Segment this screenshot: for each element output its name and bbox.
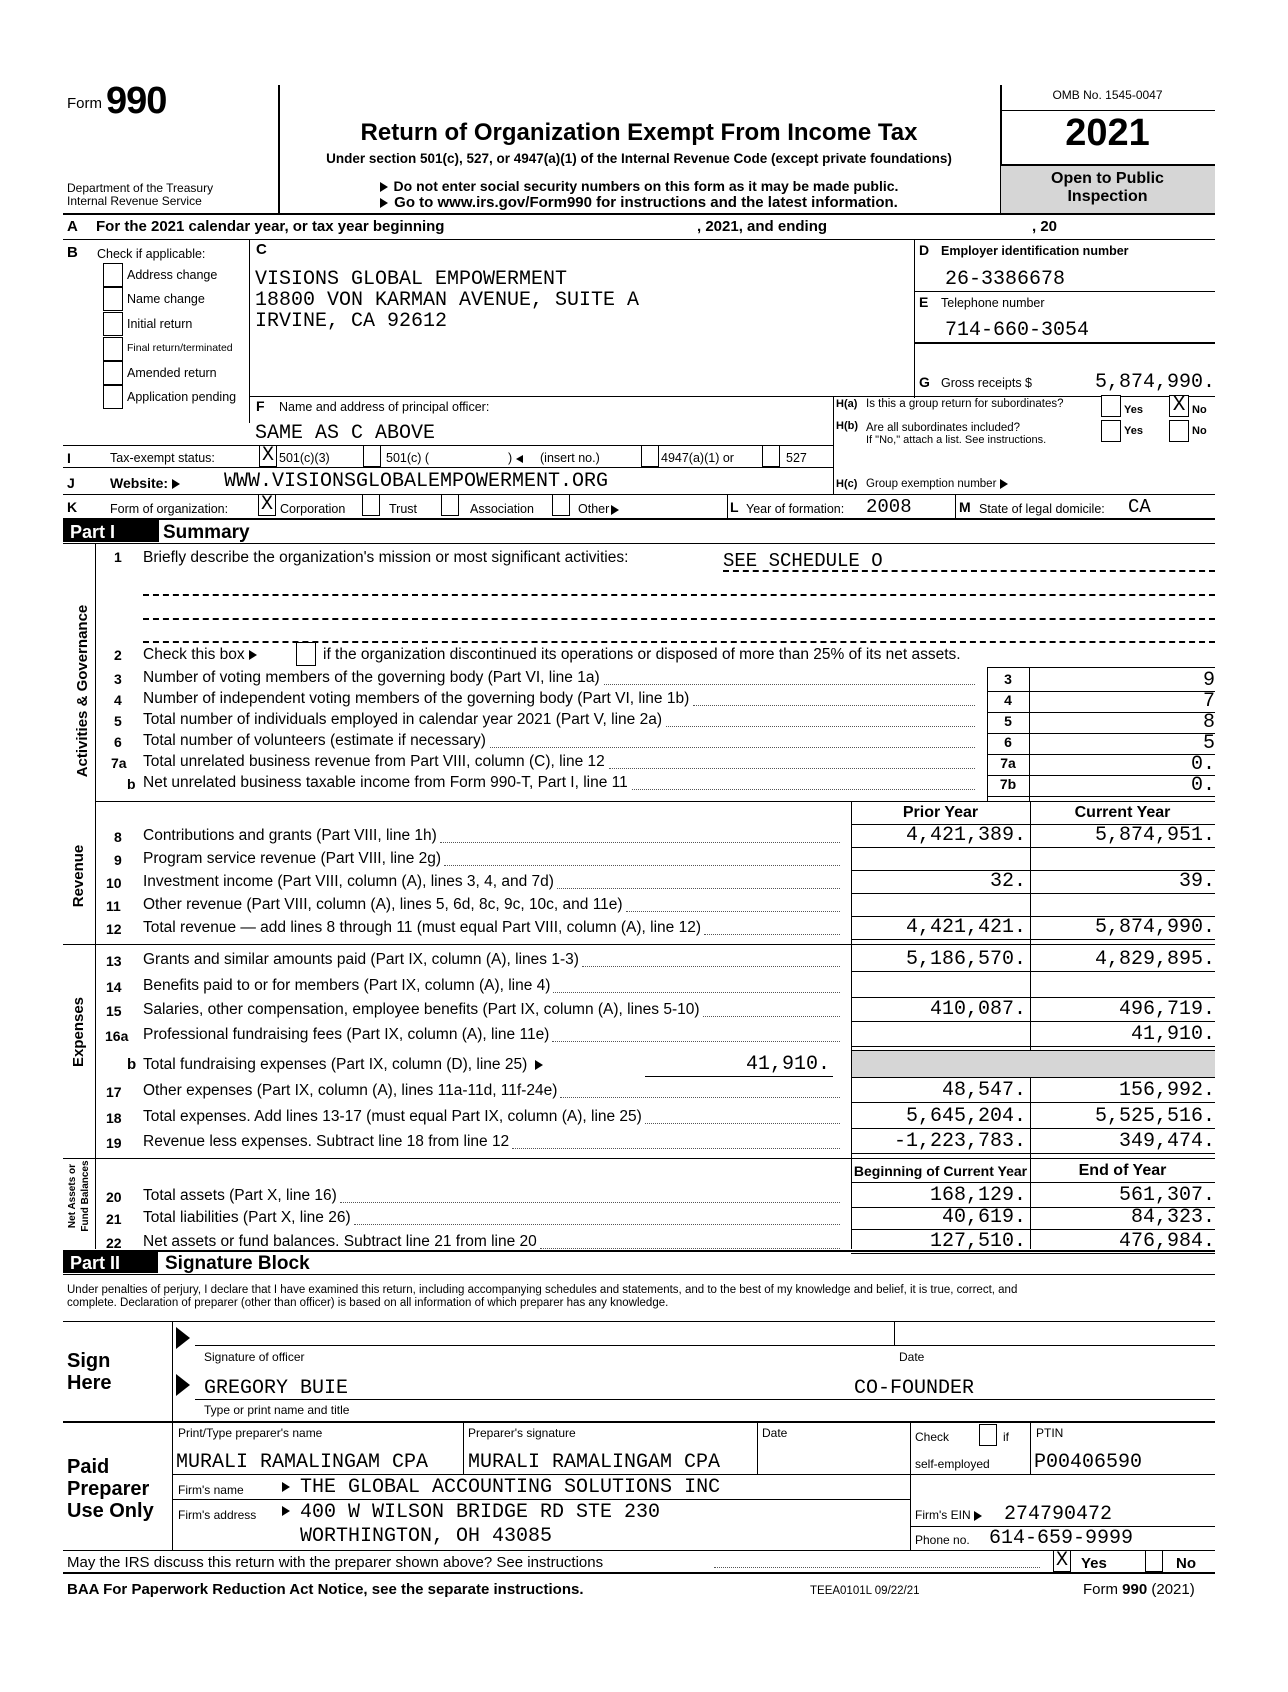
line-m-letter: M <box>959 499 971 515</box>
line-j-letter: J <box>67 475 75 491</box>
prior-year-value: 168,129. <box>929 1184 1026 1207</box>
instruction-ssn: Do not enter social security numbers on this form as it may be made public. <box>278 179 1000 193</box>
row-divider <box>851 893 1215 894</box>
dept-line-1: Department of the Treasury <box>67 181 214 195</box>
line-k-letter: K <box>67 499 78 515</box>
row-divider <box>851 1153 1215 1154</box>
prior-year-value: 410,087. <box>929 998 1026 1021</box>
line-number: 15 <box>106 1003 122 1019</box>
ha-yes-label: Yes <box>1124 404 1143 416</box>
discuss-no-label: No <box>1176 1555 1196 1572</box>
side-label-expenses: Expenses <box>70 996 87 1068</box>
firm-ein: 274790472 <box>1004 1503 1113 1526</box>
irs-discuss-text: May the IRS discuss this return with the preparer shown above? See instructions <box>67 1554 604 1571</box>
applicable-checkbox[interactable] <box>103 385 123 409</box>
dot-leader <box>703 1016 840 1017</box>
current-year-value: 84,323. <box>1130 1206 1215 1229</box>
officer-name: GREGORY BUIE <box>204 1377 349 1400</box>
form-code: TEEA0101L 09/22/21 <box>810 1585 920 1597</box>
section-b-title: Check if applicable: <box>97 247 206 261</box>
line-number: 6 <box>114 734 122 750</box>
hb-code: H(b) <box>836 420 858 432</box>
line-value: 0. <box>1190 753 1215 776</box>
firm-name: THE GLOBAL ACCOUNTING SOLUTIONS INC <box>300 1476 721 1499</box>
section-b-letter: B <box>67 244 78 261</box>
line-text: Net assets or fund balances. Subtract line 21 from line 20 <box>143 1233 537 1250</box>
officer-date-label: Date <box>899 1350 925 1364</box>
principal-officer-value: SAME AS C ABOVE <box>255 422 436 445</box>
dot-leader <box>604 684 975 685</box>
line-text: Grants and similar amounts paid (Part IX, column (A), lines 1-3) <box>143 951 579 968</box>
dot-leader <box>560 1097 840 1098</box>
status-501c3-label: 501(c)(3) <box>279 451 330 465</box>
line-number: 16a <box>105 1028 129 1044</box>
line-box-label: 6 <box>1004 734 1012 750</box>
line-number: 20 <box>106 1189 122 1205</box>
gross-receipts-value: 5,874,990. <box>1094 371 1215 394</box>
dot-leader <box>354 1224 840 1225</box>
applicable-label: Application pending <box>127 390 237 404</box>
row-divider <box>851 1021 1215 1022</box>
row-divider <box>851 1128 1215 1129</box>
instruction-website: Go to www.irs.gov/Form990 for instructions and the latest information. <box>278 195 1000 210</box>
tax-year: 2021 <box>1065 112 1150 154</box>
preparer-signature-label: Preparer's signature <box>468 1426 576 1440</box>
prior-year-value: 40,619. <box>941 1206 1026 1229</box>
inspection: Inspection <box>1067 188 1148 205</box>
line-text: Total assets (Part X, line 16) <box>143 1187 337 1204</box>
line-number: 3 <box>114 671 122 687</box>
applicable-label: Final return/terminated <box>127 342 233 354</box>
col-end-year: End of Year <box>1078 1162 1167 1179</box>
ha-yes-checkbox[interactable] <box>1101 395 1121 417</box>
line-text: Total expenses. Add lines 13-17 (must equal Part IX, column (A), line 25) <box>143 1108 642 1125</box>
col-beginning-year: Beginning of Current Year <box>853 1163 1028 1179</box>
line-value: 0. <box>1190 774 1215 797</box>
status-501c-checkbox[interactable] <box>363 445 381 467</box>
discuss-no-checkbox[interactable] <box>1145 1550 1163 1572</box>
ha-no-label: No <box>1192 404 1207 416</box>
current-year-value: 496,719. <box>1118 998 1215 1021</box>
line-text: Salaries, other compensation, employee benefits (Part IX, column (A), lines 5-10) <box>143 1001 700 1018</box>
trust-label: Trust <box>389 502 418 516</box>
line-a-letter: A <box>67 218 78 235</box>
mission-value: SEE SCHEDULE O <box>723 550 883 572</box>
hc-code: H(c) <box>836 478 858 490</box>
line-value: 8 <box>1202 711 1215 734</box>
hb-yes-label: Yes <box>1124 425 1143 437</box>
line-1-text: Briefly describe the organization's mission or most significant activities: <box>143 549 629 566</box>
line-value: 9 <box>1202 669 1215 692</box>
line-box-label: 7a <box>1000 755 1016 771</box>
line-value: 7 <box>1202 690 1215 713</box>
dot-leader <box>557 888 840 889</box>
applicable-label: Initial return <box>127 317 193 331</box>
line-text: Program service revenue (Part VIII, line 2g) <box>143 850 442 867</box>
dot-leader <box>582 966 840 967</box>
dot-leader <box>632 789 975 790</box>
line-number: b <box>127 776 136 792</box>
current-year-value: 39. <box>1178 870 1215 893</box>
line-number: 8 <box>114 829 122 845</box>
preparer-ptin: P00406590 <box>1034 1451 1143 1474</box>
dot-leader <box>645 1123 840 1124</box>
firm-address-2: WORTHINGTON, OH 43085 <box>300 1525 553 1548</box>
hb-yes-checkbox[interactable] <box>1101 420 1121 442</box>
discuss-yes-label: Yes <box>1081 1555 1107 1572</box>
ein-label: Employer identification number <box>941 244 1129 258</box>
section-e-letter: E <box>919 294 929 310</box>
line-number: 11 <box>106 898 121 914</box>
prior-year-value: 4,421,421. <box>905 916 1026 939</box>
tax-exempt-label: Tax-exempt status: <box>110 451 215 465</box>
line-number: 14 <box>106 979 122 995</box>
state-domicile-value: CA <box>1128 496 1151 518</box>
line-l-letter: L <box>730 499 739 515</box>
prior-year-value: 48,547. <box>941 1079 1026 1102</box>
col-prior-year: Prior Year <box>902 804 979 821</box>
line-text: Number of independent voting members of the governing body (Part VI, line 1b) <box>143 690 690 707</box>
paid-preparer-3: Use Only <box>67 1500 154 1522</box>
principal-officer-label: Name and address of principal officer: <box>279 400 490 414</box>
line-number: 10 <box>106 875 122 891</box>
status-4947-label: 4947(a)(1) or <box>661 451 734 465</box>
hc-text: Group exemption number <box>866 479 1008 491</box>
dept-line-2: Internal Revenue Service <box>67 194 202 208</box>
line-number: 13 <box>106 953 122 969</box>
line-text: Total number of volunteers (estimate if necessary) <box>143 732 486 749</box>
dot-leader <box>693 705 975 706</box>
row-divider <box>851 1102 1215 1103</box>
association-checkbox[interactable] <box>441 494 459 516</box>
side-label-governance: Activities & Governance <box>74 604 91 778</box>
line-text: Total liabilities (Part X, line 26) <box>143 1209 351 1226</box>
org-address-1: 18800 VON KARMAN AVENUE, SUITE A <box>255 289 640 312</box>
line-text: Total number of individuals employed in calendar year 2021 (Part V, line 2a) <box>143 711 662 728</box>
line-2-text-a: Check this box <box>143 647 257 663</box>
firm-phone-label: Phone no. <box>915 1533 970 1547</box>
line-i-letter: I <box>67 450 71 466</box>
dot-leader <box>553 992 840 993</box>
prior-year-value: 127,510. <box>929 1230 1026 1253</box>
line-number: 21 <box>106 1211 122 1227</box>
dot-leader <box>340 1202 840 1203</box>
prior-year-value: 32. <box>989 870 1026 893</box>
row-divider <box>851 847 1215 848</box>
gross-receipts-label: Gross receipts $ <box>941 376 1033 390</box>
prior-year-value: 5,186,570. <box>905 948 1026 971</box>
applicable-checkbox[interactable] <box>103 263 123 287</box>
hb-note: If "No," attach a list. See instructions. <box>866 434 1047 446</box>
col-current-year: Current Year <box>1074 804 1171 821</box>
current-year-value: 156,992. <box>1118 1079 1215 1102</box>
org-address-2: IRVINE, CA 92612 <box>255 310 448 333</box>
trust-checkbox[interactable] <box>362 494 380 516</box>
side-label-revenue: Revenue <box>70 844 87 908</box>
section-d-letter: D <box>919 242 930 258</box>
line-number: 4 <box>114 692 122 708</box>
line-number: 17 <box>106 1084 122 1100</box>
dot-leader <box>444 865 840 866</box>
line-text: Contributions and grants (Part VIII, line 1h) <box>143 827 437 844</box>
officer-title: CO-FOUNDER <box>854 1377 975 1400</box>
hb-text: Are all subordinates included? <box>866 422 1021 434</box>
form-reference: Form 990 (2021) <box>1083 1581 1195 1598</box>
line-16b-text: Total fundraising expenses (Part IX, column (D), line 25) <box>143 1057 543 1073</box>
phone-label: Telephone number <box>941 296 1045 310</box>
line-text: Investment income (Part VIII, column (A), lines 3, 4, and 7d) <box>143 873 554 890</box>
dot-leader <box>512 1148 840 1149</box>
penalty-text-1: Under penalties of perjury, I declare that I have examined this return, including accompanying schedules and statements, and to the best of my knowledge and belief, it is true, correct, and <box>67 1284 1018 1296</box>
current-year-value: 476,984. <box>1118 1230 1215 1253</box>
discontinued-checkbox[interactable] <box>296 642 316 666</box>
self-employed-label: self-employed <box>915 1457 990 1471</box>
org-name: VISIONS GLOBAL EMPOWERMENT <box>255 268 568 291</box>
line-2-num: 2 <box>114 647 122 663</box>
penalty-text-2: complete. Declaration of preparer (other than officer) is based on all information of which preparer has any knowledge. <box>67 1297 669 1309</box>
current-year-value: 349,474. <box>1118 1130 1215 1153</box>
row-divider <box>851 1253 1215 1254</box>
current-year-value: 5,874,990. <box>1094 916 1215 939</box>
current-year-value: 4,829,895. <box>1094 948 1215 971</box>
section-f-letter: F <box>256 398 265 414</box>
side-label-net-1: Net Assets or <box>67 1163 78 1229</box>
form-of-org-label: Form of organization: <box>110 502 229 516</box>
applicable-label: Name change <box>127 292 205 306</box>
current-year-value: 41,910. <box>1130 1023 1215 1046</box>
part-1-tag: Part I <box>70 522 116 542</box>
current-year-value: 5,874,951. <box>1094 824 1215 847</box>
website-value[interactable]: WWW.VISIONSGLOBALEMPOWERMENT.ORG <box>224 470 609 493</box>
dot-leader <box>609 768 975 769</box>
ha-text: Is this a group return for subordinates? <box>866 398 1064 410</box>
row-divider <box>851 971 1215 972</box>
insert-no-label: (insert no.) <box>540 451 600 465</box>
line-box-label: 7b <box>999 776 1017 792</box>
prior-year-value: -1,223,783. <box>893 1130 1026 1153</box>
preparer-name-label: Print/Type preparer's name <box>178 1426 323 1440</box>
corporation-label: Corporation <box>280 502 346 516</box>
line-text: Other expenses (Part IX, column (A), lines 11a-11d, 11f-24e) <box>143 1082 558 1099</box>
line-text: Total unrelated business revenue from Part VIII, column (C), line 12 <box>143 753 605 770</box>
dot-leader <box>440 842 840 843</box>
part-1-title: Summary <box>163 522 250 543</box>
line-1-num: 1 <box>114 549 122 565</box>
ein-value: 26-3386678 <box>945 268 1066 291</box>
line-16b-value: 41,910. <box>745 1053 830 1076</box>
applicable-label: Address change <box>127 268 218 282</box>
open-to-public: Open to Public <box>1051 170 1164 187</box>
line-text: Other revenue (Part VIII, column (A), lines 5, 6d, 8c, 9c, 10c, and 11e) <box>143 896 623 913</box>
row-divider <box>851 939 1215 940</box>
association-label: Association <box>470 502 534 516</box>
form-subtitle: Under section 501(c), 527, or 4947(a)(1) of the Internal Revenue Code (except private foundations) <box>326 151 952 166</box>
dot-leader <box>552 1041 840 1042</box>
row-divider <box>851 1046 1215 1047</box>
dot-leader <box>626 911 840 912</box>
row-divider <box>851 870 1215 871</box>
applicable-checkbox[interactable] <box>103 361 123 385</box>
prior-year-value: 5,645,204. <box>905 1105 1026 1128</box>
current-year-value: 561,307. <box>1118 1184 1215 1207</box>
line-number: 12 <box>106 921 122 937</box>
firm-address-label: Firm's address <box>178 1508 257 1522</box>
line-text: Revenue less expenses. Subtract line 18 from line 12 <box>143 1133 510 1150</box>
applicable-label: Amended return <box>127 366 217 380</box>
dot-leader <box>704 934 840 935</box>
line-box-label: 4 <box>1004 692 1012 708</box>
status-501c3-checkbox[interactable]: X <box>259 445 277 467</box>
line-text: Benefits paid to or for members (Part IX, column (A), line 4) <box>143 977 551 994</box>
row-divider <box>987 796 1215 797</box>
side-label-net-2: Fund Balances <box>80 1160 91 1232</box>
sign-here-2: Here <box>67 1372 112 1394</box>
line-number: 9 <box>114 852 122 868</box>
section-g-letter: G <box>919 374 930 390</box>
line-text: Net unrelated business taxable income from Form 990-T, Part I, line 11 <box>143 774 628 791</box>
line-a-end: , 20 <box>1032 218 1058 235</box>
current-year-value: 5,525,516. <box>1094 1105 1215 1128</box>
website-label: Website: <box>110 476 180 490</box>
firm-name-label: Firm's name <box>178 1483 244 1497</box>
status-527-checkbox[interactable] <box>762 445 780 467</box>
omb-number: OMB No. 1545-0047 <box>1052 88 1163 102</box>
line-text: Number of voting members of the governing body (Part VI, line 1a) <box>143 669 600 686</box>
self-employed-checkbox[interactable] <box>979 1424 997 1446</box>
line-box-label: 5 <box>1004 713 1012 729</box>
line-value: 5 <box>1202 732 1215 755</box>
year-formation-label: Year of formation: <box>746 502 845 516</box>
hb-no-label: No <box>1192 425 1207 437</box>
ha-no-checkbox[interactable]: X <box>1169 395 1189 417</box>
form-title: Return of Organization Exempt From Income Tax <box>360 119 918 146</box>
applicable-checkbox[interactable] <box>103 287 123 311</box>
type-name-label: Type or print name and title <box>204 1403 350 1417</box>
line-2-text-b: if the organization discontinued its operations or disposed of more than 25% of its net assets. <box>323 646 961 663</box>
part-2-title: Signature Block <box>165 1253 310 1274</box>
form-number: 990 <box>106 80 167 122</box>
applicable-checkbox[interactable] <box>103 337 123 361</box>
state-domicile-label: State of legal domicile: <box>979 502 1105 516</box>
ha-code: H(a) <box>836 398 858 410</box>
phone-value: 714-660-3054 <box>945 319 1090 342</box>
status-4947-checkbox[interactable] <box>641 445 659 467</box>
dot-leader <box>540 1248 840 1249</box>
dot-leader <box>666 726 975 727</box>
section-c-letter: C <box>256 241 267 258</box>
firm-phone: 614-659-9999 <box>989 1527 1134 1550</box>
status-501c-label: 501(c) ( <box>386 451 430 465</box>
line-a-mid: , 2021, and ending <box>697 218 828 235</box>
line-number: 22 <box>106 1235 122 1251</box>
line-box-label: 3 <box>1004 671 1012 687</box>
firm-address-1: 400 W WILSON BRIDGE RD STE 230 <box>300 1501 661 1524</box>
corporation-checkbox[interactable]: X <box>258 494 276 516</box>
line-text: Total revenue — add lines 8 through 11 (must equal Part VIII, column (A), line 12) <box>143 919 701 936</box>
line-number: 19 <box>106 1135 122 1151</box>
form-label: Form <box>67 95 102 112</box>
status-527-label: 527 <box>786 451 807 465</box>
line-number: 7a <box>111 755 127 771</box>
paid-preparer-1: Paid <box>67 1456 110 1478</box>
line-number: 5 <box>114 713 122 729</box>
dot-leader <box>490 747 975 748</box>
baa-notice: BAA For Paperwork Reduction Act Notice, see the separate instructions. <box>67 1581 584 1598</box>
preparer-date-label: Date <box>762 1426 788 1440</box>
officer-signature-label: Signature of officer <box>204 1350 305 1364</box>
year-formation-value: 2008 <box>866 496 912 518</box>
sign-here-1: Sign <box>67 1350 111 1372</box>
firm-ein-label: Firm's EIN <box>915 1509 982 1521</box>
if-label: if <box>1003 1430 1009 1444</box>
applicable-checkbox[interactable] <box>103 312 123 336</box>
hb-no-checkbox[interactable] <box>1169 420 1189 442</box>
paid-preparer-2: Preparer <box>67 1478 150 1500</box>
preparer-name: MURALI RAMALINGAM CPA <box>176 1451 429 1474</box>
line-text: Professional fundraising fees (Part IX, column (A), line 11e) <box>143 1026 550 1043</box>
discuss-yes-checkbox[interactable]: X <box>1053 1550 1071 1572</box>
other-label: Other <box>578 503 619 516</box>
other-checkbox[interactable] <box>552 494 570 516</box>
ptin-label: PTIN <box>1036 1426 1064 1440</box>
line-16b-num: b <box>127 1056 137 1073</box>
check-label: Check <box>915 1430 950 1444</box>
status-501c-close: ) <box>508 452 523 465</box>
prior-year-value: 4,421,389. <box>905 824 1026 847</box>
part-2-tag: Part II <box>70 1253 121 1273</box>
line-number: 18 <box>106 1110 122 1126</box>
line-a-text: For the 2021 calendar year, or tax year beginning <box>96 218 445 235</box>
preparer-signature: MURALI RAMALINGAM CPA <box>468 1451 721 1474</box>
